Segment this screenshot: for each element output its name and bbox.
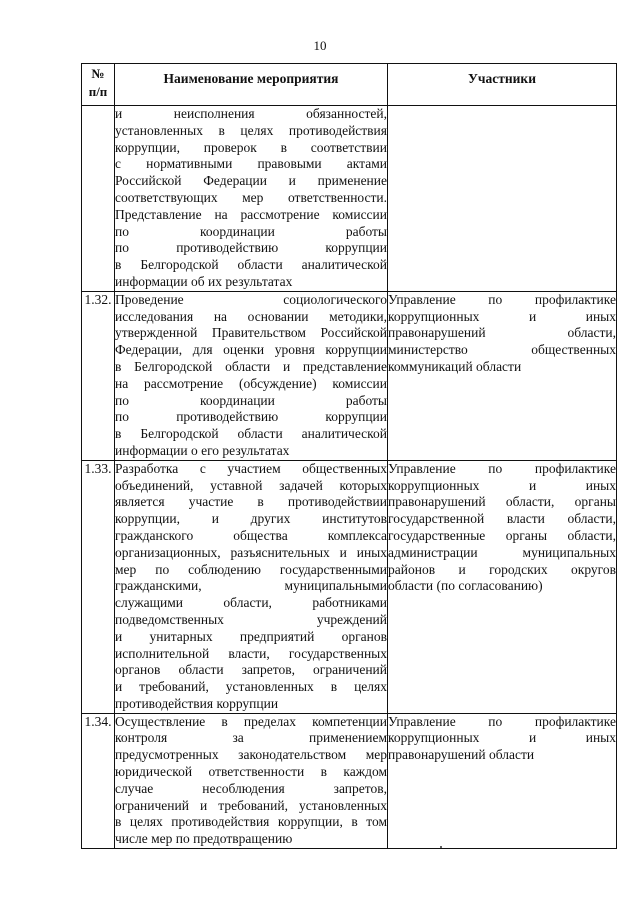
event-name-cell-line: числе мер по предотвращению: [115, 831, 293, 847]
event-name-cell-line: в Белгородской области аналитической: [115, 257, 387, 273]
participants-cell-line: коррупционных и иных: [388, 477, 616, 493]
scan-speck: [440, 846, 442, 848]
event-name-cell-line: в Белгородской области аналитической: [115, 426, 387, 442]
table-row: [82, 291, 617, 460]
event-name-cell-line: по координации работы: [115, 392, 387, 408]
event-name-cell-line: по противодействию коррупции: [115, 240, 387, 256]
event-name-cell-line: коррупции, проверок в соответствии: [115, 139, 387, 155]
event-name-cell-line: информации о его результатах: [115, 442, 290, 458]
event-name-cell-line: исполнительной власти, государственных: [115, 645, 387, 661]
event-name-cell-line: Проведение социологического: [115, 291, 387, 307]
event-name-cell-line: предусмотренных законодательством мер: [115, 747, 387, 763]
event-name-cell-line: Представление на рассмотрение комиссии: [115, 206, 387, 222]
participants-cell-line: коммуникаций области: [388, 358, 522, 374]
participants-cell: [388, 291, 617, 460]
event-name-cell-line: исследования на основании методики,: [115, 308, 387, 324]
event-name-cell-line: коррупции, и других институтов: [115, 511, 387, 527]
participants-cell-line: коррупционных и иных: [388, 308, 616, 324]
event-name-cell-line: соответствующих мер ответственности.: [115, 189, 387, 205]
event-name-cell-line: и неисполнения обязанностей,: [115, 106, 387, 121]
participants-cell: [388, 460, 617, 713]
event-name-cell-line: подведомственных учреждений: [115, 611, 387, 627]
participants-cell-line: Управление по профилактике: [388, 713, 616, 729]
table-row: [82, 460, 617, 713]
participants-cell: [388, 713, 617, 848]
table-header-row: [82, 64, 617, 106]
event-name-cell: [115, 713, 388, 848]
header-number-line1: №: [91, 66, 105, 81]
table-row: [82, 713, 617, 848]
participants-cell: [388, 106, 617, 292]
event-name-cell-line: юридической ответственности в каждом: [115, 764, 387, 780]
event-name-cell-line: Осуществление в пределах компетенции: [115, 713, 387, 729]
event-name-cell: [115, 291, 388, 460]
event-name-cell: [115, 460, 388, 713]
header-number-line2: п/п: [88, 84, 108, 99]
participants-cell-line: администрации муниципальных: [388, 544, 616, 560]
event-name-cell-line: по противодействию коррупции: [115, 409, 387, 425]
event-name-cell-line: и требований, установленных в целях: [115, 679, 387, 695]
event-name-cell-line: Разработка с участием общественных: [115, 460, 387, 476]
participants-cell-line: государственные органы области,: [388, 527, 616, 543]
event-name-cell-line: противодействия коррупции: [115, 695, 279, 711]
event-name-cell-line: с нормативными правовыми актами: [115, 156, 387, 172]
participants-cell-line: министерство общественных: [388, 342, 616, 358]
row-number: 1.34.: [82, 713, 115, 848]
event-name-cell-line: и унитарных предприятий органов: [115, 628, 387, 644]
header-number: [82, 64, 115, 106]
row-number: 1.32.: [82, 291, 115, 460]
event-name-cell-line: установленных в целях противодействия: [115, 122, 387, 138]
event-name-cell-line: является участие в противодействии: [115, 494, 387, 510]
participants-cell-line: Управление по профилактике: [388, 460, 616, 476]
participants-cell-line: коррупционных и иных: [388, 730, 616, 746]
row-number: [82, 106, 115, 292]
event-name-cell-line: на рассмотрение (обсуждение) комиссии: [115, 375, 387, 391]
event-name-cell-line: контроля за применением: [115, 730, 387, 746]
participants-cell-line: области (по согласованию): [388, 578, 543, 594]
participants-cell-line: районов и городских округов: [388, 561, 616, 577]
event-name-cell-line: в Белгородской области и представление: [115, 358, 387, 374]
event-name-cell-line: по координации работы: [115, 223, 387, 239]
event-name-cell-line: гражданского общества комплекса: [115, 527, 387, 543]
event-name-cell-line: ограничений и требований, установленных: [115, 797, 387, 813]
participants-cell-line: правонарушений области: [388, 747, 535, 763]
event-name-cell: [115, 106, 388, 292]
participants-cell-line: правонарушений области,: [388, 325, 616, 341]
header-participants: Участники: [388, 64, 617, 106]
table-body: [82, 106, 617, 849]
event-name-cell-line: организационных, разъяснительных и иных: [115, 544, 387, 560]
event-name-cell-line: служащими области, работниками: [115, 595, 387, 611]
row-number: 1.33.: [82, 460, 115, 713]
participants-cell-line: правонарушений области, органы: [388, 494, 616, 510]
events-table: [81, 63, 617, 849]
event-name-cell-line: Российской Федерации и применение: [115, 173, 387, 189]
header-event-name: Наименование мероприятия: [115, 64, 388, 106]
table-row: [82, 106, 617, 292]
participants-cell-line: государственной власти области,: [388, 511, 616, 527]
event-name-cell-line: мер по соблюдению государственными: [115, 561, 387, 577]
event-name-cell-line: в целях противодействия коррупции, в том: [115, 814, 387, 830]
event-name-cell-line: гражданскими, муниципальными: [115, 578, 387, 594]
participants-cell-line: Управление по профилактике: [388, 291, 616, 307]
event-name-cell-line: объединений, уставной задачей которых: [115, 477, 387, 493]
event-name-cell-line: случае несоблюдения запретов,: [115, 780, 387, 796]
page-number: 10: [313, 38, 327, 53]
event-name-cell-line: утвержденной Правительством Российской: [115, 325, 387, 341]
event-name-cell-line: информации об их результатах: [115, 273, 293, 289]
event-name-cell-line: Федерации, для оценки уровня коррупции: [115, 342, 387, 358]
event-name-cell-line: органов области запретов, ограничений: [115, 662, 387, 678]
